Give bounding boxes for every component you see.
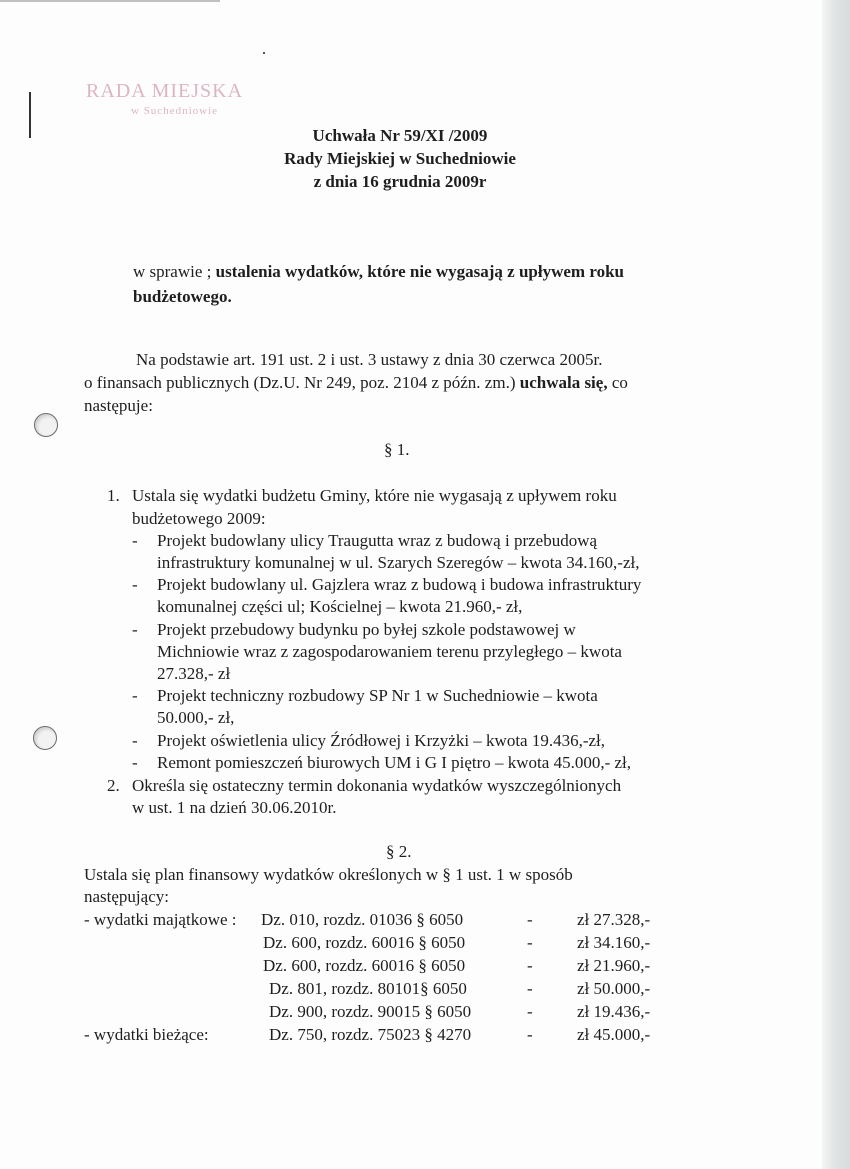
bullet-dash: - [132,753,138,772]
bullet-4-line-2: 50.000,- zł, [157,708,235,727]
section-2-intro-line-1: Ustala się plan finansowy wydatków określonych w § 1 ust. 1 w sposób [84,865,573,884]
amount: zł 19.436,- [577,1002,651,1021]
legal-basis-line-3: następuje: [84,396,153,415]
bullet-2-line-1: Projekt budowlany ul. Gajzlera wraz z budową i budowa infrastruktury [157,575,642,594]
stamp-line-1: RADA MIEJSKA [86,80,244,102]
bullet-dash: - [132,531,138,550]
row-dash: - [527,910,533,929]
bullet-3-line-2: Michniowie wraz z zagospodarowaniem terenu przyległego – kwota [157,642,622,661]
budget-classification: Dz. 750, rozdz. 75023 § 4270 [269,1025,472,1044]
bullet-5-line-1: Projekt oświetlenia ulicy Źródłowej i Krzyżki – kwota 19.436,-zł, [157,731,606,750]
subject-line-1 [133,262,624,282]
row-dash: - [527,933,533,952]
item-1-line-2: budżetowego 2009: [132,509,266,528]
subject-title: ustalenia wydatków, które nie wygasają z upływem roku [215,262,624,281]
amount: zł 34.160,- [577,933,651,952]
amount: zł 45.000,- [577,1025,651,1044]
bullet-2-line-2: komunalnej części ul; Kościelnej – kwota 21.960,- zł, [157,597,523,616]
punch-hole-top [34,413,58,437]
section-2-intro-line-2: następujący: [84,887,169,906]
resolves-phrase: uchwala się, [519,373,608,392]
resolution-issuer: Rady Miejskiej w Suchedniowie [284,149,516,168]
item-2-line-2: w ust. 1 na dzień 30.06.2010r. [132,798,337,817]
bullet-1-line-1: Projekt budowlany ulicy Traugutta wraz z budową i przebudową [157,531,598,550]
scan-speck [263,52,265,54]
item-2-number: 2. [107,776,120,795]
bullet-dash: - [132,686,138,705]
legal-basis-line-2 [84,373,628,393]
scan-page-edge [822,0,850,1169]
legal-basis-text: o finansach publicznych (Dz.U. Nr 249, poz. 2104 z późn. zm.) [84,373,520,392]
budget-classification: Dz. 600, rozdz. 60016 § 6050 [263,956,466,975]
bullet-4-line-1: Projekt techniczny rozbudowy SP Nr 1 w Suchedniowie – kwota [157,686,598,705]
legal-basis-line-1: Na podstawie art. 191 ust. 2 i ust. 3 ustawy z dnia 30 czerwca 2005r. [136,350,603,369]
stamp-line-2: w Suchedniowie [131,105,219,117]
bullet-6-line-1: Remont pomieszczeń biurowych UM i G I piętro – kwota 45.000,- zł, [157,753,632,772]
budget-classification: Dz. 801, rozdz. 80101§ 6050 [269,979,467,998]
item-1-line-1: Ustala się wydatki budżetu Gminy, które nie wygasają z upływem roku [132,486,617,505]
amount: zł 21.960,- [577,956,651,975]
budget-classification: Dz. 600, rozdz. 60016 § 6050 [263,933,466,952]
budget-classification: Dz. 010, rozdz. 01036 § 6050 [261,910,464,929]
bullet-1-line-2: infrastruktury komunalnej w ul. Szarych Szeregów – kwota 34.160,-zł, [157,553,640,572]
bullet-3-line-3: 27.328,- zł [157,664,231,683]
item-2-line-1: Określa się ostateczny termin dokonania wydatków wyszczególnionych [132,776,622,795]
subject-prefix: w sprawie ; [133,262,216,281]
amount: zł 50.000,- [577,979,651,998]
bullet-3-line-1: Projekt przebudowy budynku po byłej szkole podstawowej w [157,620,576,639]
resolution-number: Uchwała Nr 59/XI /2009 [312,126,488,145]
row-dash: - [527,1002,533,1021]
section-1-title: § 1. [384,440,410,459]
row-dash: - [527,956,533,975]
scan-artifact-line [0,0,220,2]
punch-hole-bottom [33,726,57,750]
subject-line-2: budżetowego. [133,287,232,306]
section-2-title: § 2. [386,842,412,861]
resolution-header [200,124,600,193]
margin-pen-mark [29,92,31,138]
expense-category: - wydatki majątkowe : [84,910,237,929]
row-dash: - [527,979,533,998]
budget-classification: Dz. 900, rozdz. 90015 § 6050 [269,1002,472,1021]
item-1-number: 1. [107,486,120,505]
amount: zł 27.328,- [577,910,651,929]
expense-category: - wydatki bieżące: [84,1025,209,1044]
bullet-dash: - [132,620,138,639]
bullet-dash: - [132,575,138,594]
bullet-dash: - [132,731,138,750]
council-stamp [86,80,243,117]
resolution-date: z dnia 16 grudnia 2009r [313,172,487,191]
legal-basis-suffix: co [607,373,628,392]
row-dash: - [527,1025,533,1044]
